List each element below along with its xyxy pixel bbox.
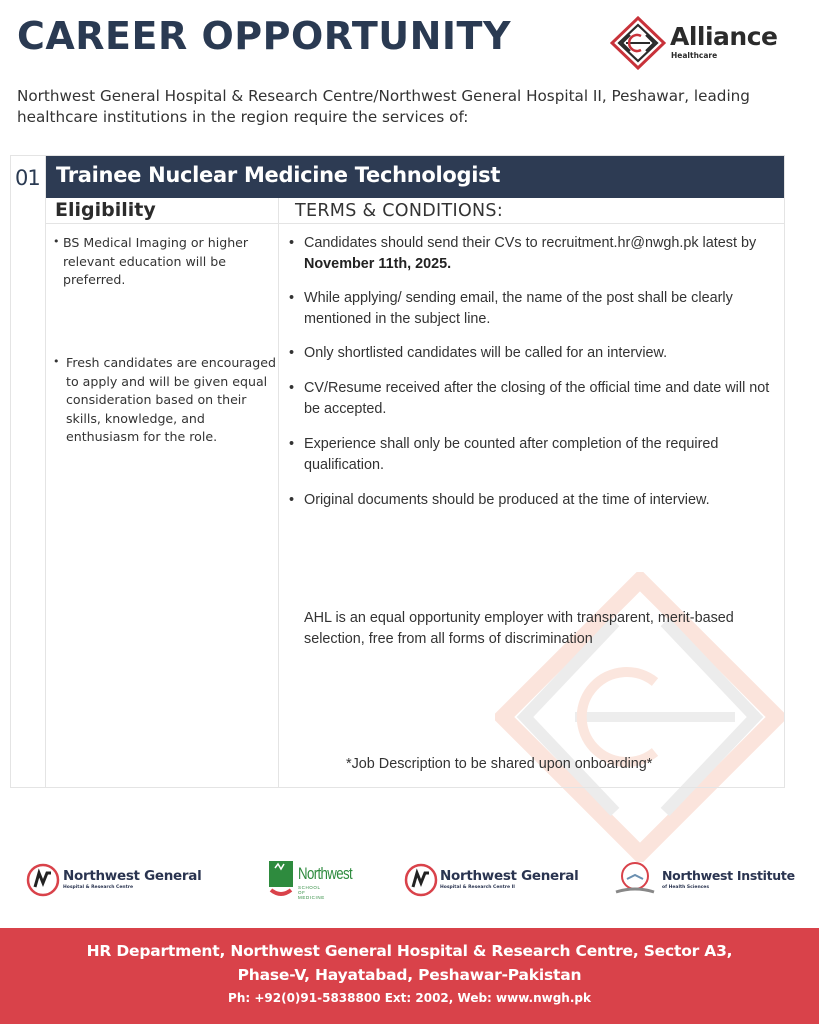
brand-subtitle: Healthcare (671, 51, 718, 60)
intro-text: Northwest General Hospital & Research Centre/Northwest General Hospital II, Peshawar, leading healthcare institutions in the region require the services of: (17, 87, 750, 126)
bullet-icon: • (53, 235, 60, 248)
job-title: Trainee Nuclear Medicine Technologist (56, 163, 501, 187)
eligibility-heading: Eligibility (55, 199, 156, 221)
brand-name: Alliance (670, 22, 778, 51)
nsm-emblem-icon (268, 860, 294, 898)
terms-column (279, 224, 784, 787)
bullet-icon: • (289, 436, 295, 452)
eligibility-item: • BS Medical Imaging or higher relevant education will be preferred. (53, 235, 249, 287)
eligibility-item: • Fresh candidates are encouraged to apply and will be given equal consideration based on their skills, knowledge, and enthusiasm for the role. (53, 355, 276, 444)
alliance-diamond-icon (610, 16, 666, 70)
deadline-date: November 11th, 2025. (304, 256, 452, 272)
footer-contact (0, 928, 819, 1024)
terms-heading: TERMS & CONDITIONS: (295, 201, 504, 221)
position-table (10, 155, 785, 788)
term-item: • Candidates should send their CVs to recruitment.hr@nwgh.pk latest by November 11th, 2025. (289, 235, 757, 272)
term-item: • While applying/ sending email, the name of the post shall be clearly mentioned in the subject line. (289, 290, 733, 327)
term-item: • Only shortlisted candidates will be called for an interview. (289, 343, 779, 364)
term-item: • Original documents should be produced at the time of interview. (289, 490, 779, 511)
bullet-icon: • (289, 380, 295, 396)
alliance-healthcare-logo (610, 16, 800, 70)
term-item: • CV/Resume received after the closing of the official time and date will not be accepted. (289, 380, 770, 417)
position-number: 01 (15, 166, 40, 190)
partner-logos: Northwest General Hospital & Research Centre Northwest SCHOOL OF MEDICINE Northwest General Hospital & Research Centre II Northwest Institute of Health Sciences (0, 855, 819, 905)
footer-address-line2: Phase-V, Hayatabad, Peshawar-Pakistan (237, 966, 582, 984)
page-title: CAREER OPPORTUNITY (17, 14, 511, 58)
bullet-icon: • (289, 492, 295, 508)
eligibility-column (46, 224, 279, 787)
eligibility-header (46, 198, 279, 224)
position-number-column (11, 156, 46, 787)
job-title-bar (46, 156, 784, 198)
nwihs-emblem-icon (614, 860, 656, 898)
nwgh2-emblem-icon (404, 863, 438, 897)
footer-address-line1: HR Department, Northwest General Hospital & Research Centre, Sector A3, (86, 942, 733, 960)
bullet-icon: • (289, 235, 295, 251)
nwgh-emblem-icon (26, 863, 60, 897)
bullet-icon: • (289, 345, 295, 361)
equal-opportunity-statement: AHL is an equal opportunity employer with transparent, merit-based selection, free from all forms of discrimination (304, 610, 734, 647)
footer-contact-line: Ph: +92(0)91-5838800 Ext: 2002, Web: www.nwgh.pk (228, 991, 591, 1005)
bullet-icon: • (289, 290, 295, 306)
bullet-icon: • (53, 355, 60, 368)
job-description-note: *Job Description to be shared upon onboarding* (346, 756, 653, 772)
terms-header (279, 198, 784, 224)
term-item: • Experience shall only be counted after completion of the required qualification. (289, 436, 719, 473)
